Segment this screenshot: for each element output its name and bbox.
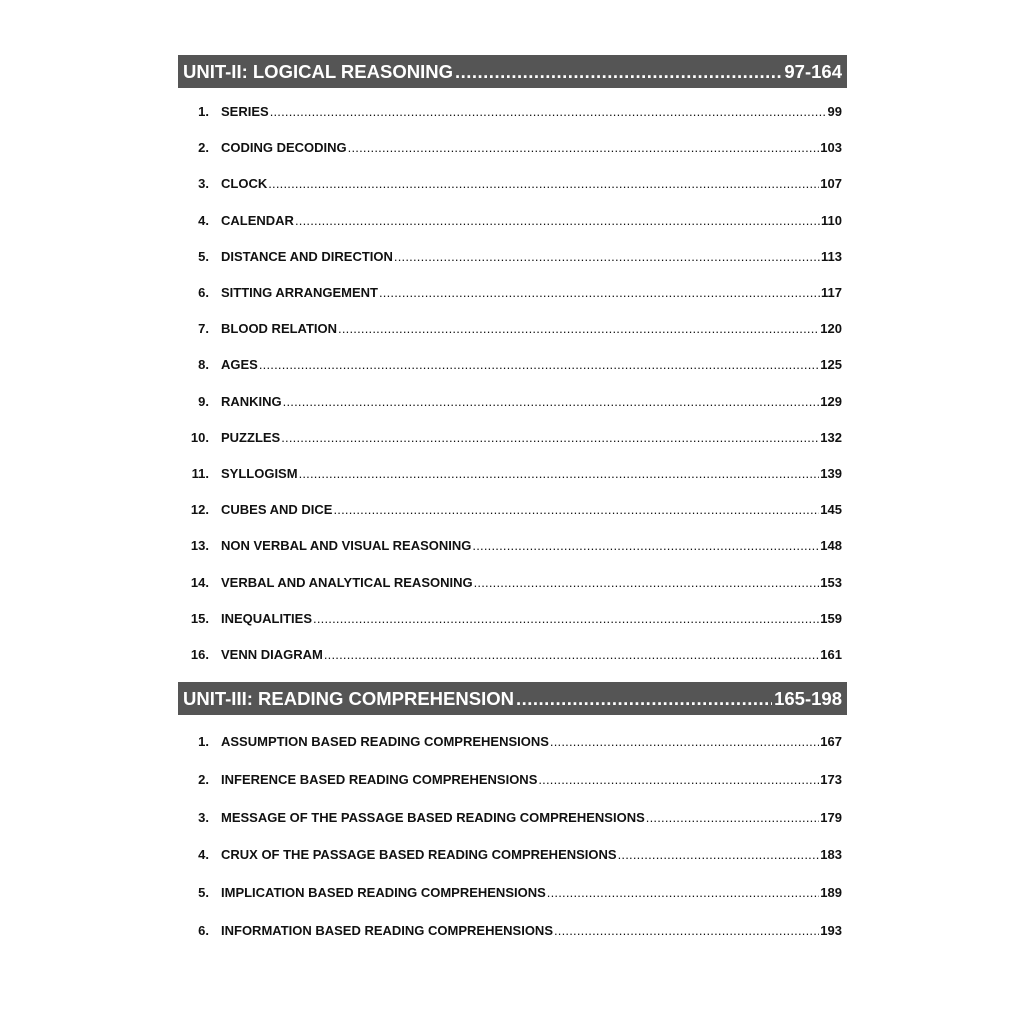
toc-entry-number: 1. [198,734,209,749]
toc-entry-page-number: 167 [820,734,842,749]
toc-entry-number: 3. [198,176,209,192]
toc-entry[interactable] [178,610,842,628]
toc-entry-dot-leader [295,212,820,230]
toc-entry-title: CALENDAR [221,212,294,228]
toc-entry-number: 4. [198,847,209,863]
toc-entry-number: 6. [198,923,209,938]
toc-entry-dot-leader [268,175,819,193]
toc-entry[interactable] [178,139,842,157]
toc-entry[interactable] [178,103,842,121]
unit-2-dot-leader [455,61,782,83]
toc-entry-dot-leader [348,139,820,157]
toc-entry-number: 3. [198,809,209,825]
toc-entry-title: VENN DIAGRAM [221,647,323,662]
toc-entry-number: 1. [198,104,209,119]
toc-entry-number: 5. [198,248,209,264]
toc-entry-dot-leader [283,393,820,411]
toc-entry-title: INFERENCE BASED READING COMPREHENSIONS [221,771,538,787]
toc-entry-dot-leader [338,320,819,338]
toc-entry-page-number: 117 [821,285,842,300]
unit-2-header [178,55,847,88]
toc-entry-number: 6. [198,285,209,300]
toc-entry-page-number: 125 [820,357,842,373]
toc-entry-dot-leader [547,884,820,902]
toc-entry-page-number: 145 [820,502,842,518]
toc-entry-page-number: 132 [820,429,842,445]
toc-entry-title: DISTANCE AND DIRECTION [221,248,393,264]
toc-entry-dot-leader [538,771,819,789]
unit-3-header [178,682,847,715]
toc-entry-title: VERBAL AND ANALYTICAL REASONING [221,574,473,590]
unit-3-page-range: 165-198 [774,687,842,709]
toc-entry-title: NON VERBAL AND VISUAL REASONING [221,538,472,554]
toc-entry-title: ASSUMPTION BASED READING COMPREHENSIONS [221,734,549,749]
toc-entry[interactable] [178,212,842,230]
toc-entry-page-number: 113 [821,248,842,264]
toc-entry-title: CUBES AND DICE [221,502,333,518]
toc-entry-dot-leader [472,537,819,555]
toc-entry-dot-leader [281,429,819,447]
unit-3-dot-leader [516,688,772,710]
toc-entry-title: INEQUALITIES [221,610,313,626]
toc-entry-title: CLOCK [221,176,268,192]
toc-entry[interactable] [178,922,842,940]
toc-entry-page-number: 153 [820,574,842,590]
toc-entry-dot-leader [313,610,819,628]
toc-entry-dot-leader [324,646,819,664]
toc-entry-number: 4. [198,212,209,228]
toc-entry-page-number: 103 [820,140,842,156]
toc-entry[interactable] [178,429,842,447]
toc-entry[interactable] [178,574,842,592]
toc-entry-number: 2. [198,771,209,787]
toc-entry-page-number: 110 [821,212,842,228]
toc-entry-title: CODING DECODING [221,140,347,156]
toc-entry[interactable] [178,393,842,411]
unit-2-page-range: 97-164 [784,60,842,82]
toc-entry-number: 14. [190,574,209,590]
toc-entry[interactable] [178,846,842,864]
toc-entry[interactable] [178,733,842,751]
toc-entry-dot-leader [270,103,827,121]
toc-entry-page-number: 129 [820,393,842,409]
unit-2-title: UNIT-II: LOGICAL REASONING [183,60,453,82]
toc-entry[interactable] [178,320,842,338]
toc-entry-title: SERIES [221,104,269,119]
toc-entry-number: 16. [190,647,209,662]
toc-entry[interactable] [178,175,842,193]
toc-entry-number: 5. [198,885,209,901]
toc-entry[interactable] [178,501,842,519]
toc-entry-dot-leader [299,465,820,483]
toc-entry-number: 8. [198,357,209,373]
toc-entry-page-number: 107 [820,176,842,192]
toc-entry-number: 11. [191,466,209,481]
toc-entry-dot-leader [554,922,819,940]
toc-entry-dot-leader [646,809,820,827]
toc-entry-number: 7. [198,321,209,337]
toc-entry-dot-leader [550,733,819,751]
toc-entry-dot-leader [379,284,820,302]
toc-entry-title: AGES [221,357,258,373]
toc-entry-dot-leader [259,356,819,374]
toc-entry-title: CRUX OF THE PASSAGE BASED READING COMPREHENSIONS [221,847,617,863]
toc-entry-title: IMPLICATION BASED READING COMPREHENSIONS [221,885,546,901]
toc-entry-page-number: 193 [820,923,842,938]
toc-entry-page-number: 179 [820,809,842,825]
toc-entry-title: SYLLOGISM [221,466,298,481]
toc-entry-number: 13. [190,538,209,554]
toc-entry-title: PUZZLES [221,429,281,445]
toc-entry-dot-leader [333,501,819,519]
toc-entry-page-number: 139 [820,466,842,481]
toc-entry-dot-leader [618,846,820,864]
toc-entry-page-number: 148 [820,538,842,554]
toc-entry-dot-leader [394,248,820,266]
toc-entry[interactable] [178,884,842,902]
toc-entry-title: RANKING [221,393,282,409]
toc-entry-title: BLOOD RELATION [221,321,338,337]
toc-entry-page-number: 161 [820,647,842,662]
toc-entry-number: 9. [198,393,209,409]
toc-entry[interactable] [178,356,842,374]
toc-entry-number: 2. [198,140,209,156]
toc-entry-title: SITTING ARRANGEMENT [221,285,378,300]
toc-entry-page-number: 99 [827,104,842,119]
toc-entry-dot-leader [474,574,820,592]
toc-entry-page-number: 120 [820,321,842,337]
toc-entry[interactable] [178,465,842,483]
toc-entry[interactable] [178,809,842,827]
toc-entry-page-number: 189 [820,885,842,901]
toc-entry-title: MESSAGE OF THE PASSAGE BASED READING COMPREHENSIONS [221,809,645,825]
unit-3-title: UNIT-III: READING COMPREHENSION [183,687,514,709]
toc-entry-page-number: 159 [820,610,842,626]
toc-entry-number: 15. [190,610,209,626]
toc-entry[interactable] [178,537,842,555]
toc-entry[interactable] [178,284,842,302]
toc-entry[interactable] [178,248,842,266]
toc-entry-title: INFORMATION BASED READING COMPREHENSIONS [221,923,553,938]
toc-entry-number: 10. [190,429,209,445]
toc-entry[interactable] [178,771,842,789]
toc-entry-page-number: 173 [820,771,842,787]
toc-entry[interactable] [178,646,842,664]
toc-entry-number: 12. [190,502,209,518]
toc-entry-page-number: 183 [820,847,842,863]
